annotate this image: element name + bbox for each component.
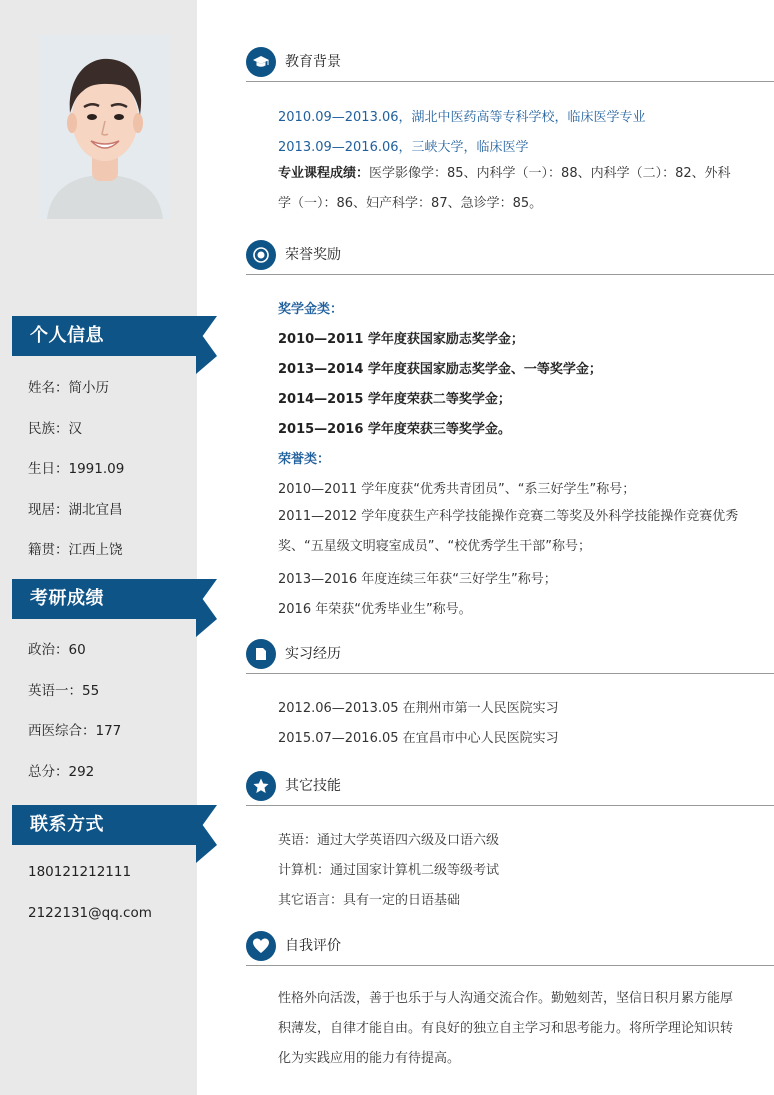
section-divider [246,965,774,966]
info-residence: 现居：湖北宜昌 [28,502,123,518]
graduation-cap-icon [246,47,276,77]
internship-item: 2012.06—2013.05 在荆州市第一人民医院实习 [278,701,559,716]
score-politics: 政治：60 [28,642,86,658]
honor-item: 2016 年荣获“优秀毕业生”称号。 [278,602,472,617]
self-eval-text: 性格外向活泼，善于也乐于与人沟通交流合作。勤勉刻苦，坚信日积月累方能厚积薄发，自律才能自由。有良好的独立自主学习和思考能力。将所学理论知识转化为实践应用的能力有待提高。 [278,991,734,1066]
contact-email[interactable]: 2122131@qq.com [28,905,152,921]
award-badge-icon [246,240,276,270]
exam-scores-title: 考研成绩 [30,588,104,609]
scholarship-item: 2013—2014 学年度获国家励志奖学金、一等奖学金； [278,362,602,377]
info-name: 姓名：简小历 [28,380,109,396]
profile-photo [39,35,170,219]
info-hometown: 籍贯：江西上饶 [28,542,123,558]
info-ethnicity: 民族：汉 [28,421,82,437]
education-entry-1: 2010.09—2013.06，湖北中医药高等专科学校，临床医学专业 [278,110,646,125]
self-eval-title: 自我评价 [285,938,341,954]
skill-item: 计算机：通过国家计算机二级等级考试 [278,863,500,878]
honor-item: 2010—2011 学年度获“优秀共青团员”、“系三好学生”称号； [278,482,636,497]
skill-item: 其它语言：具有一定的日语基础 [278,893,461,908]
contact-ribbon [12,805,217,863]
scholarship-label: 奖学金类： [278,302,344,317]
self-eval-header [246,931,774,961]
section-divider [246,274,774,275]
education-courses [278,159,740,219]
internship-header [246,639,774,669]
personal-info-ribbon [12,316,217,374]
skills-header [246,771,774,801]
score-total: 总分：292 [28,764,95,780]
internship-title: 实习经历 [285,646,341,662]
skills-title: 其它技能 [285,778,341,794]
honor-item: 2011—2012 学年度获生产科学技能操作竞赛二等奖及外科学技能操作竞赛优秀奖、“五星级文明寝室成员”、“校优秀学生干部”称号； [278,509,739,554]
education-header [246,47,774,77]
info-birthday: 生日：1991.09 [28,461,125,477]
education-title: 教育背景 [285,54,341,70]
folder-icon [246,639,276,669]
scholarship-item: 2014—2015 学年度荣获二等奖学金； [278,392,511,407]
honor-item: 2013—2016 年度连续三年获“三好学生”称号； [278,572,557,587]
section-divider [246,805,774,806]
honors-header [246,240,774,270]
star-icon [246,771,276,801]
honor-label: 荣誉类： [278,452,331,467]
scholarship-item: 2010—2011 学年度获国家励志奖学金； [278,332,524,347]
sidebar [0,0,197,1095]
score-english: 英语一：55 [28,683,100,699]
courses-label: 专业课程成绩： [278,166,370,181]
honors-title: 荣誉奖励 [285,247,341,263]
heart-icon [246,931,276,961]
contact-title: 联系方式 [30,814,104,835]
contact-phone[interactable]: 180121212111 [28,864,132,880]
skill-item: 英语：通过大学英语四六级及口语六级 [278,833,500,848]
education-entry-2: 2013.09—2016.06，三峡大学，临床医学 [278,140,529,155]
internship-item: 2015.07—2016.05 在宜昌市中心人民医院实习 [278,731,559,746]
scholarship-item: 2015—2016 学年度荣获三等奖学金。 [278,422,511,437]
courses-text: 医学影像学：85、内科学（一）：88、内科学（二）：82、外科学（一）：86、妇产科学：87、急诊学：85。 [278,166,731,211]
avatar-illustration [39,35,170,219]
section-divider [246,81,774,82]
exam-scores-ribbon [12,579,217,637]
section-divider [246,673,774,674]
score-medicine: 西医综合：177 [28,723,122,739]
personal-info-title: 个人信息 [30,325,104,346]
